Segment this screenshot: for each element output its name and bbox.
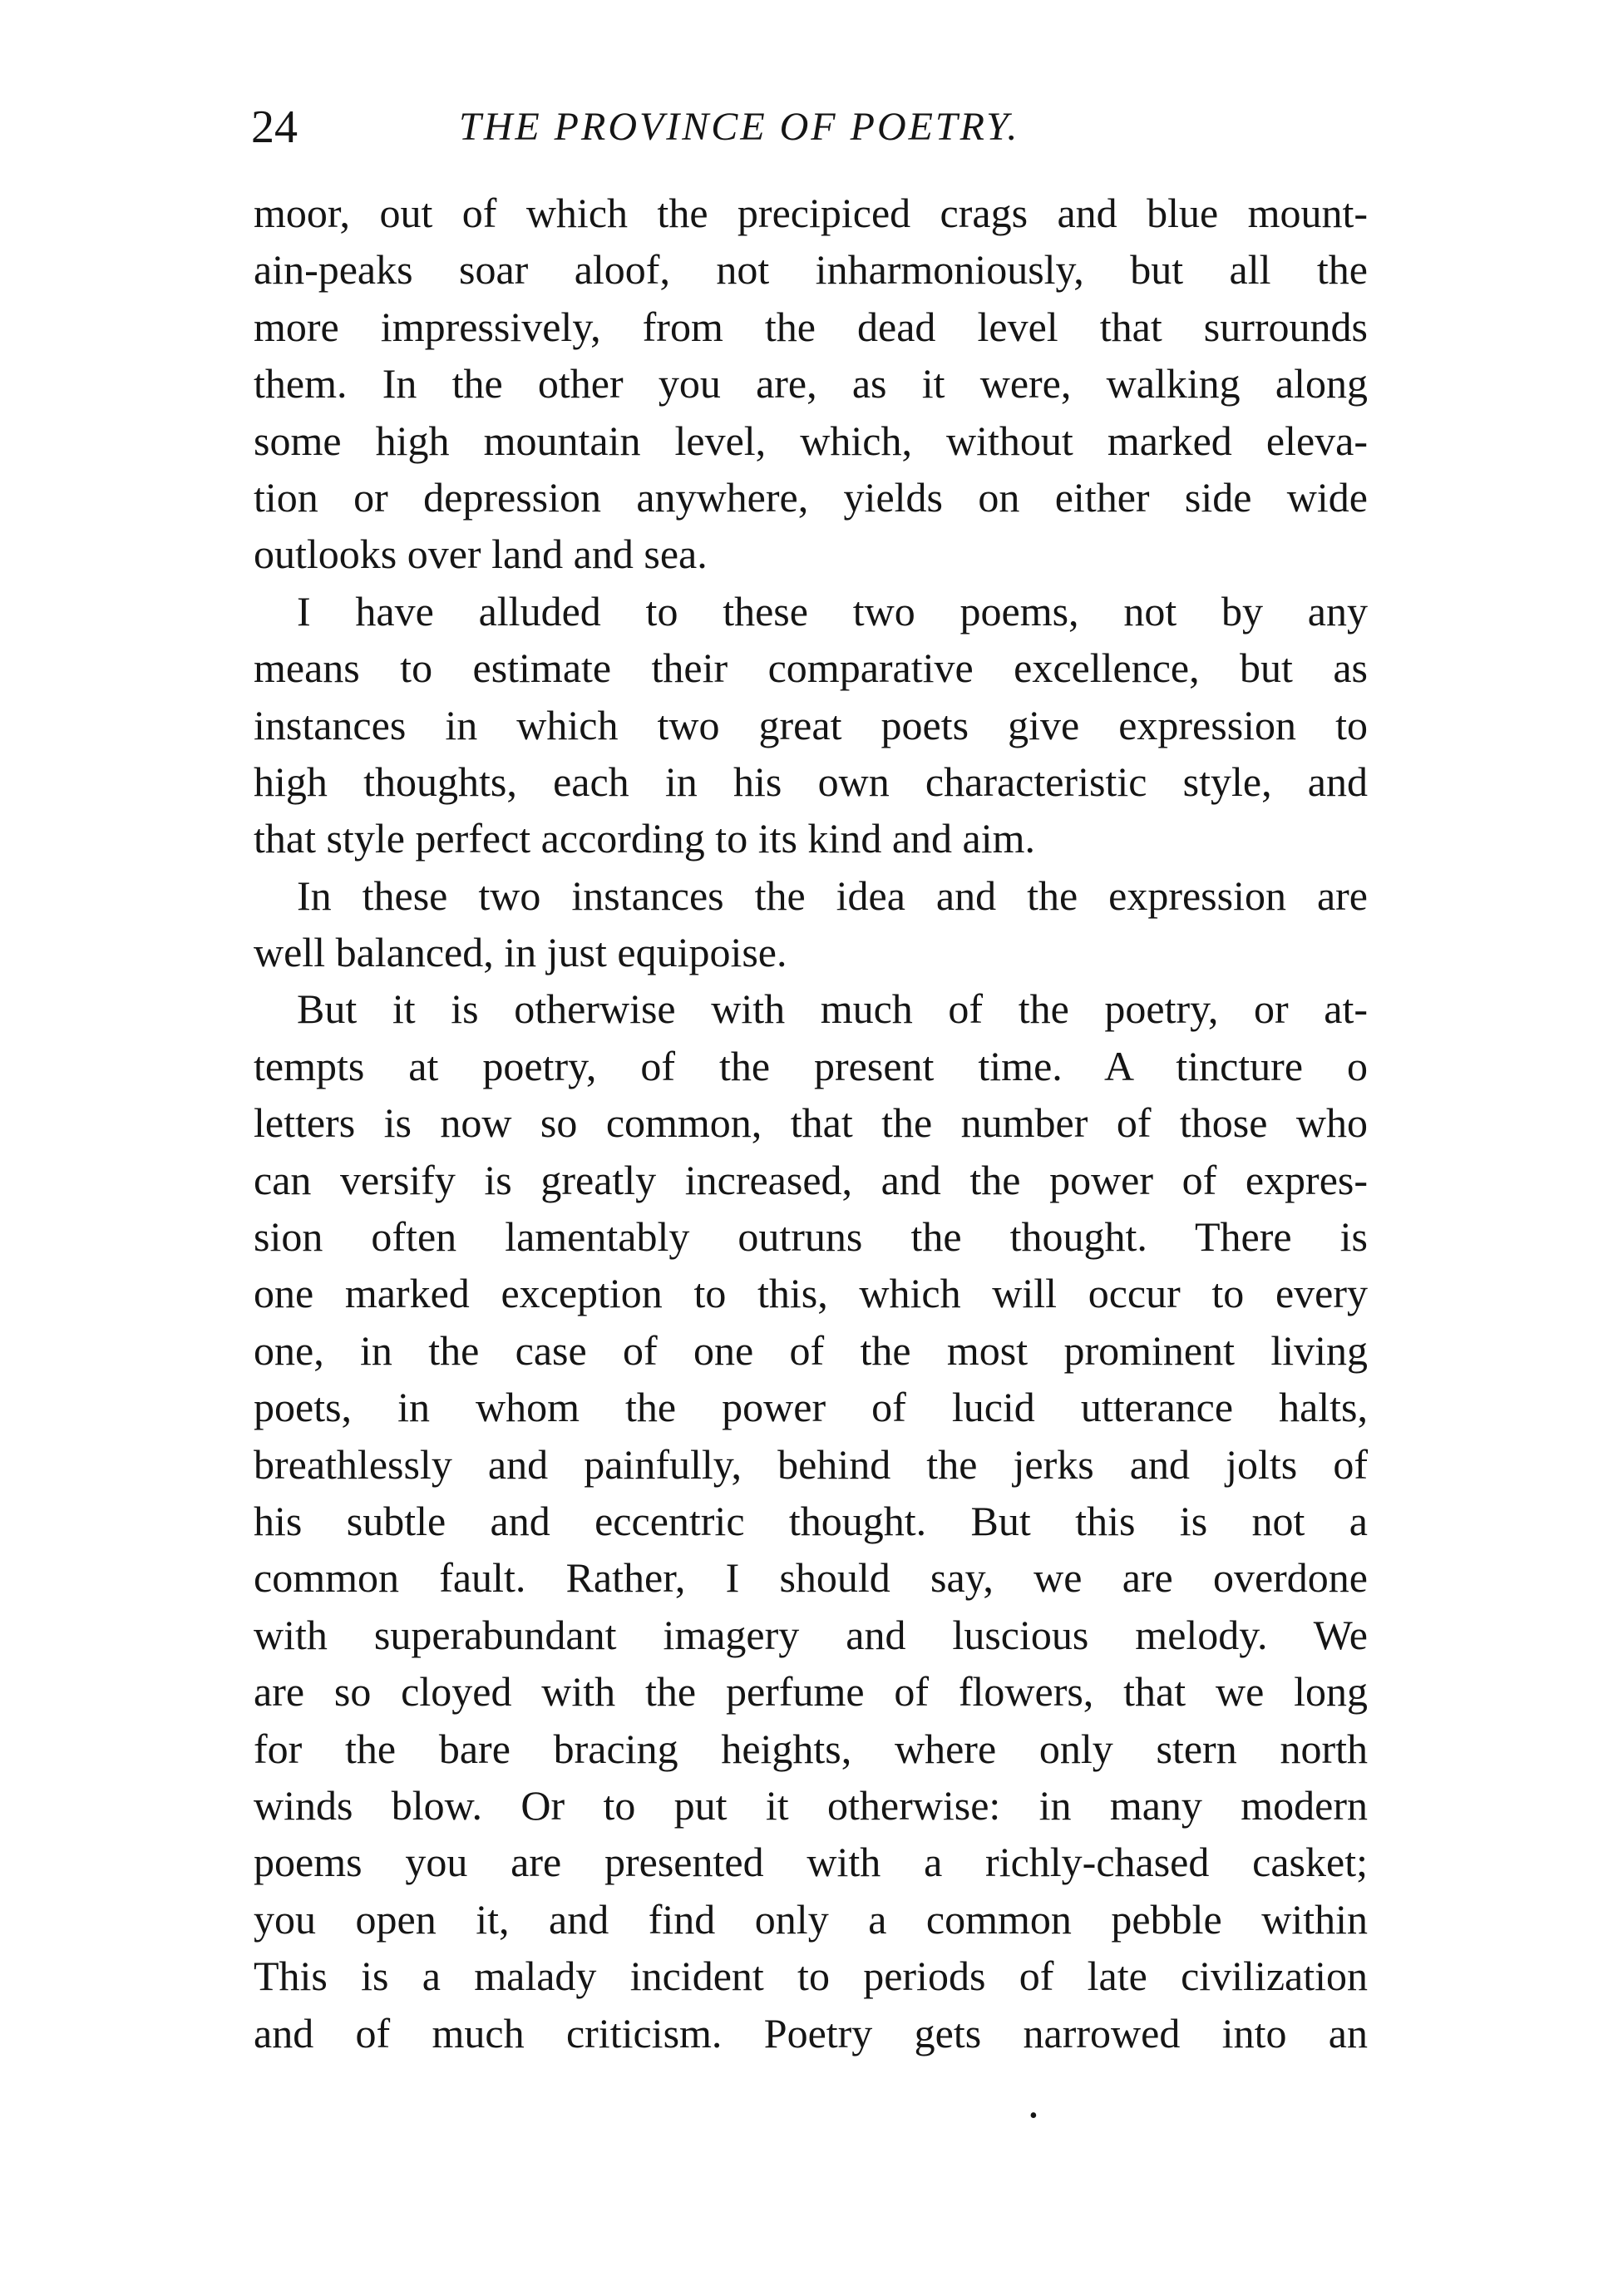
text-line: some high mountain level, which, without marked eleva-	[254, 417, 1368, 464]
text-line: letters is now so common, that the number of those who	[254, 1099, 1368, 1147]
text-line: are so cloyed with the perfume of flowers, that we long	[254, 1668, 1368, 1716]
text-line: ain-peaks soar aloof, not inharmoniously, but all the	[254, 246, 1368, 294]
text-line: poems you are presented with a richly-chased casket;	[254, 1839, 1368, 1886]
text-line: outlooks over land and sea.	[254, 531, 708, 578]
text-line: moor, out of which the precipiced crags and blue mount-	[254, 190, 1368, 236]
text-line: breathlessly and painfully, behind the jerks and jolts of	[254, 1440, 1368, 1488]
text-line: for the bare bracing heights, where only stern north	[254, 1725, 1368, 1772]
text-line: one marked exception to this, which will occur to every	[254, 1270, 1368, 1317]
text-line: well balanced, in just equipoise.	[254, 929, 787, 976]
text-line: instances in which two great poets give expression to	[254, 701, 1368, 748]
text-line: that style perfect according to its kind and aim.	[254, 815, 1035, 862]
text-line: tempts at poetry, of the present time. A tincture o	[254, 1042, 1368, 1089]
text-line: I have alluded to these two poems, not by any	[297, 587, 1368, 634]
text-line: winds blow. Or to put it otherwise: in many modern	[254, 1781, 1368, 1829]
text-line: one, in the case of one of the most prominent living	[254, 1326, 1368, 1374]
text-line: poets, in whom the power of lucid utterance halts,	[254, 1384, 1368, 1431]
text-line: In these two instances the idea and the expression are	[297, 871, 1368, 919]
running-title: THE PROVINCE OF POETRY.	[459, 105, 1020, 149]
body-text	[254, 185, 1368, 2061]
printer-mark: •	[1029, 2103, 1038, 2129]
text-line: means to estimate their comparative excellence, but as	[254, 644, 1368, 692]
text-line: sion often lamentably outruns the thought. There is	[254, 1213, 1368, 1261]
text-line: can versify is greatly increased, and the power of expres-	[254, 1156, 1368, 1203]
text-line: them. In the other you are, as it were, walking along	[254, 360, 1368, 407]
page-number: 24	[251, 101, 298, 153]
text-line: more impressively, from the dead level that surrounds	[254, 303, 1368, 350]
text-line: and of much criticism. Poetry gets narrowed into an	[254, 2009, 1368, 2057]
text-line: tion or depression anywhere, yields on either side wide	[254, 473, 1368, 521]
text-line: you open it, and find only a common pebble within	[254, 1895, 1368, 1943]
text-line: But it is otherwise with much of the poetry, or at-	[297, 985, 1368, 1033]
text-line: common fault. Rather, I should say, we are overdone	[254, 1554, 1368, 1602]
text-line: This is a malady incident to periods of late civilization	[254, 1953, 1368, 2000]
text-line: with superabundant imagery and luscious melody. We	[254, 1611, 1368, 1658]
text-line: his subtle and eccentric thought. But this is not a	[254, 1497, 1368, 1544]
text-line: high thoughts, each in his own characteristic style, and	[254, 758, 1368, 805]
page-header	[251, 98, 1360, 156]
